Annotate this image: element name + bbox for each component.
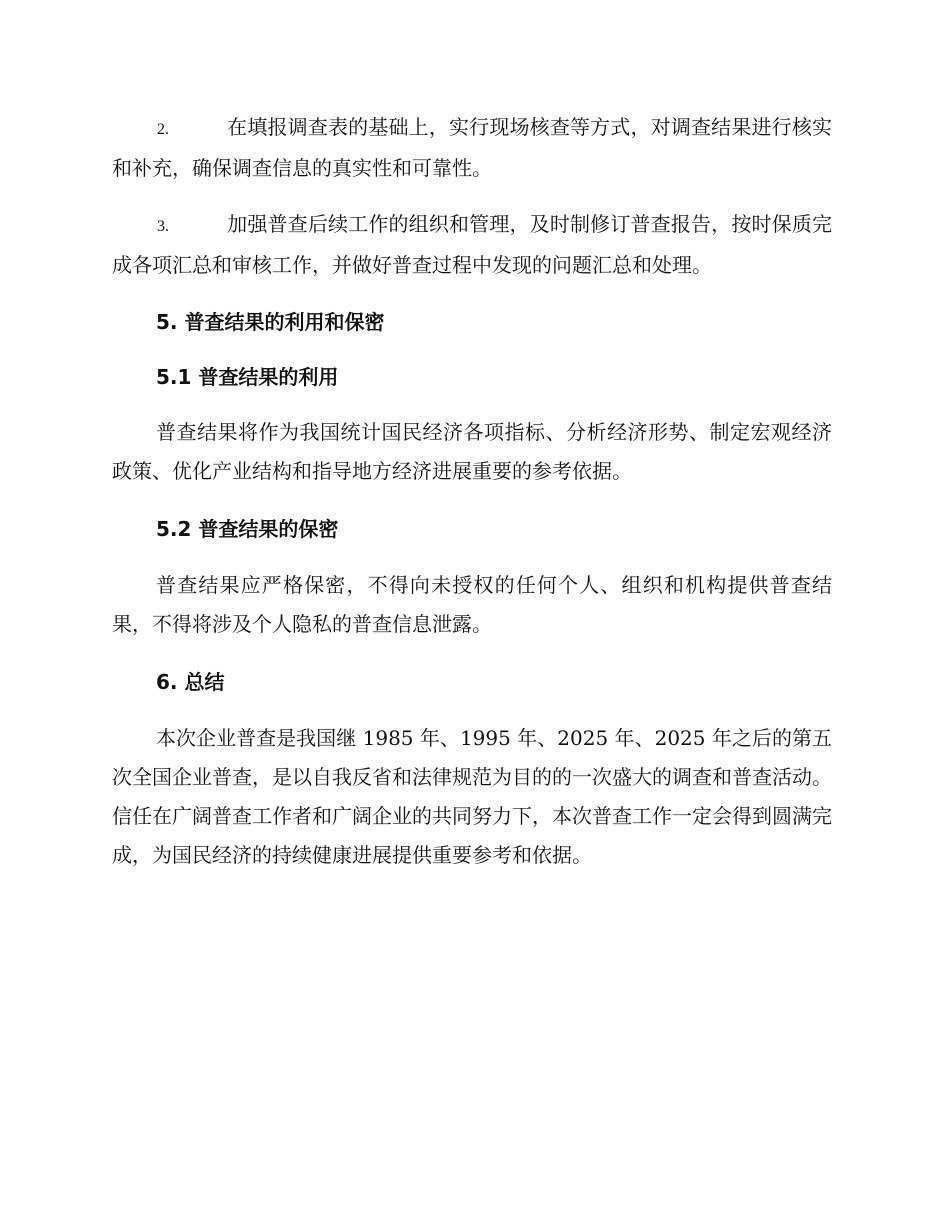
section-6-heading: 6. 总结 [156,670,225,694]
section-5-1-paragraph: 普查结果将作为我国统计国民经济各项指标、分析经济形势、制定宏观经济政策、优化产业结构和指导地方经济进展重要的参考依据。 [112,420,832,483]
section-5-2-heading: 5.2 普查结果的保密 [156,517,339,541]
list-item-text: 在填报调查表的基础上，实行现场核查等方式，对调查结果进行核实和补充，确保调查信息的真实性和可靠性。 [112,115,832,180]
section-5-heading: 5. 普查结果的利用和保密 [156,310,385,334]
list-number: 2. [157,121,169,138]
list-number: 3. [157,218,169,235]
list-item-2 [112,108,832,188]
section-5-2-paragraph: 普查结果应严格保密，不得向未授权的任何个人、组织和机构提供普查结果，不得将涉及个人隐私的普查信息泄露。 [112,573,832,636]
section-5-1-heading: 5.1 普查结果的利用 [156,365,339,389]
list-item-text: 加强普查后续工作的组织和管理，及时制修订普查报告，按时保质完成各项汇总和审核工作，并做好普查过程中发现的问题汇总和处理。 [112,212,832,277]
section-6-paragraph: 本次企业普查是我国继 1985 年、1995 年、2025 年、2025 年之后的第五次全国企业普查，是以自我反省和法律规范为目的的一次盛大的调查和普查活动。信任在广阔普查工作者和广阔企业的共同努力下，本次普查工作一定会得到圆满完成，为国民经济的持续健康进展提供重要参考和依据。 [112,726,832,867]
list-item-3 [112,205,832,285]
